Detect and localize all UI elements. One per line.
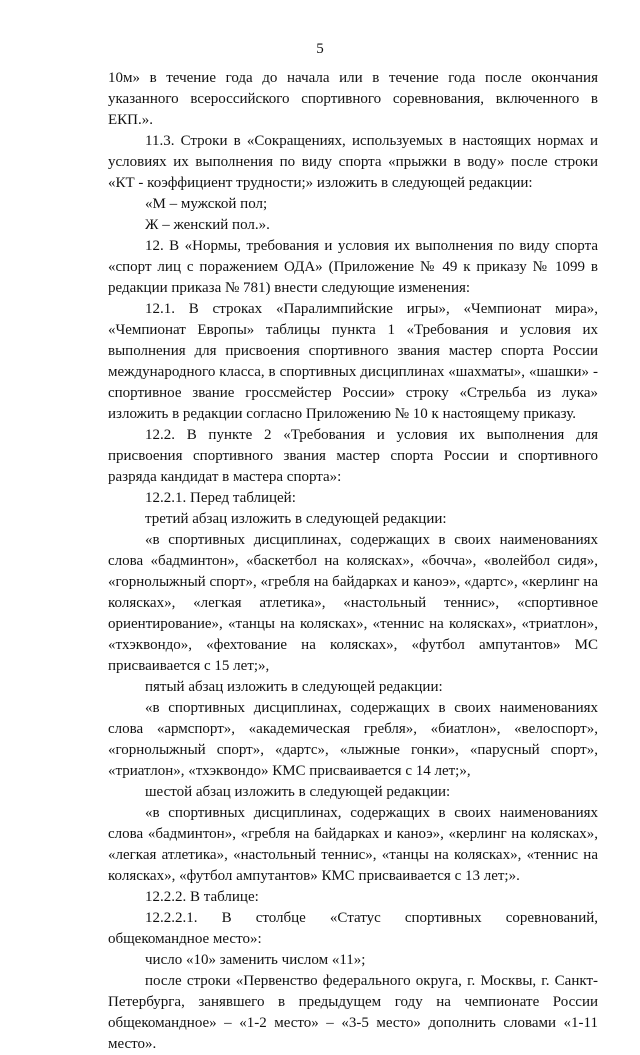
paragraph: 12.2.2.1. В столбце «Статус спортивных соревнований, общекомандное место»: (108, 910, 598, 947)
paragraph: «М – мужской пол; (145, 196, 268, 212)
paragraph: шестой абзац изложить в следующей редакции: (145, 784, 451, 800)
paragraph: Ж – женский пол.». (145, 217, 270, 233)
paragraph: после строки «Первенство федерального округа, г. Москвы, г. Санкт-Петербурга, занявшего в предыдущем году на чемпионате России общекомандное» – «1-2 место» – «3-5 место» дополнить словами «1-11 место». (108, 973, 598, 1052)
page-number: 5 (316, 41, 324, 57)
paragraph: «в спортивных дисциплинах, содержащих в своих наименованиях слова «бадминтон», «гребля на байдарках и каноэ», «керлинг на колясках», «легкая атлетика», «настольный теннис», «танцы на колясках», «теннис на колясках», «футбол ампутантов» КМС присваивается с 13 лет;». (108, 805, 598, 884)
paragraph: 12. В «Нормы, требования и условия их выполнения по виду спорта «спорт лиц с поражением ОДА» (Приложение № 49 к приказу № 1099 в редакции приказа № 781) внести следующие изменения: (108, 238, 598, 296)
paragraph: 12.2.1. Перед таблицей: (145, 490, 296, 506)
paragraph: 12.1. В строках «Паралимпийские игры», «Чемпионат мира», «Чемпионат Европы» таблицы пункта 1 «Требования и условия их выполнения для присвоения спортивного звания мастер спорта России международного класса, в спортивных дисциплинах «шахматы», «шашки» - спортивное звание гроссмейстер России» строку «Стрельба из лука» изложить в редакции согласно Приложению № 10 к настоящему приказу. (108, 301, 598, 422)
paragraph: 11.3. Строки в «Сокращениях, используемых в настоящих нормах и условиях их выполнения по виду спорта «прыжки в воду» после строки «КТ - коэффициент трудности;» изложить в следующей редакции: (108, 133, 598, 191)
paragraph: «в спортивных дисциплинах, содержащих в своих наименованиях слова «армспорт», «академическая гребля», «биатлон», «велоспорт», «горнолыжный спорт», «дартс», «лыжные гонки», «парусный спорт», «триатлон», «тхэквондо» КМС присваивается с 14 лет;», (108, 700, 598, 779)
paragraph: 12.2. В пункте 2 «Требования и условия их выполнения для присвоения спортивного звания мастер спорта России и спортивного разряда кандидат в мастера спорта»: (108, 427, 598, 485)
paragraph: 12.2.2. В таблице: (145, 889, 259, 905)
document-body (108, 68, 598, 1055)
paragraph: 10м» в течение года до начала или в течение года после окончания указанного всероссийского спортивного соревнования, включенного в ЕКП.». (108, 70, 598, 128)
paragraph: «в спортивных дисциплинах, содержащих в своих наименованиях слова «бадминтон», «баскетбол на колясках», «бочча», «волейбол сидя», «горнолыжный спорт», «гребля на байдарках и каноэ», «дартс», «керлинг на колясках», «легкая атлетика», «настольный теннис», «спортивное ориентирование», «танцы на колясках», «теннис на колясках», «триатлон», «тхэквондо», «фехтование на колясках», «футбол ампутантов» МС присваивается с 15 лет;», (108, 532, 598, 674)
paragraph: число «10» заменить числом «11»; (145, 952, 366, 968)
paragraph: пятый абзац изложить в следующей редакции: (145, 679, 443, 695)
paragraph: третий абзац изложить в следующей редакции: (145, 511, 447, 527)
